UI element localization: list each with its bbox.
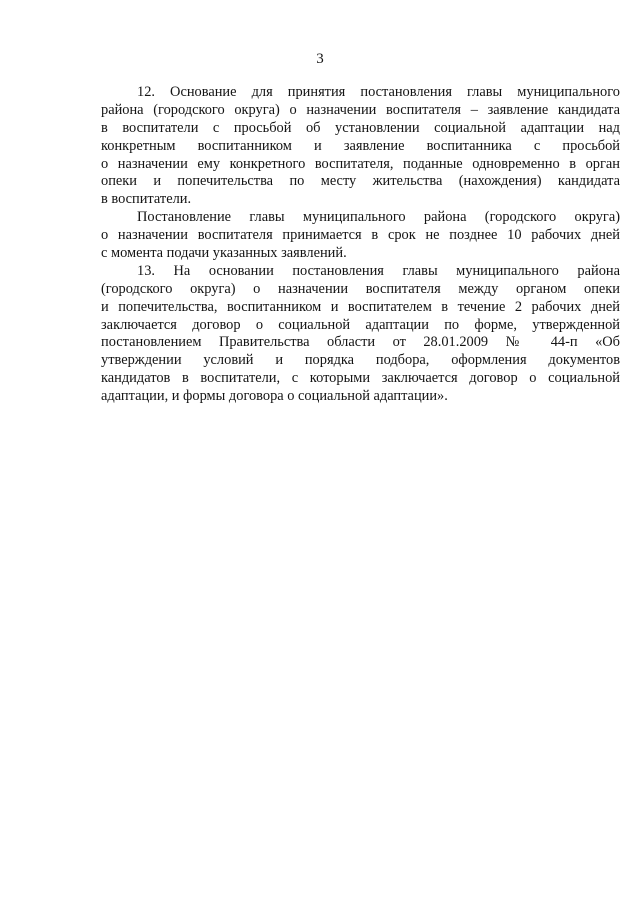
text-line: кандидатов в воспитатели, с которыми заключается договор о социальной: [101, 370, 620, 387]
text-line: утверждении условий и порядка подбора, оформления документов: [101, 352, 620, 369]
text-line: (городского округа) о назначении воспитателя между органом опеки: [101, 280, 620, 297]
text-line: Постановление главы муниципального района (городского округа): [137, 209, 620, 226]
document-body: [101, 84, 620, 406]
text-line: опеки и попечительства по месту жительства (нахождения) кандидата: [101, 173, 620, 190]
text-line: адаптации, и формы договора о социальной адаптации».: [101, 388, 448, 405]
text-line: 13. На основании постановления главы муниципального района: [137, 262, 620, 279]
text-line: конкретным воспитанником и заявление воспитанника с просьбой: [101, 137, 620, 154]
text-line: района (городского округа) о назначении воспитателя – заявление кандидата: [101, 101, 620, 118]
text-line: о назначении ему конкретного воспитателя, поданные одновременно в орган: [101, 155, 620, 172]
text-line: в воспитатели.: [101, 191, 192, 208]
text-line: постановлением Правительства области от 28.01.2009 № 44-п «Об: [101, 334, 620, 351]
paragraph-13: [101, 263, 620, 406]
text-line: и попечительства, воспитанником и воспитателем в течение 2 рабочих дней: [101, 298, 620, 315]
paragraph-12: [101, 84, 620, 209]
paragraph-12-decision-term: [101, 209, 620, 263]
text-line: заключается договор о социальной адаптации по форме, утвержденной: [101, 316, 620, 333]
text-line: в воспитатели с просьбой об установлении социальной адаптации над: [101, 119, 620, 136]
text-line: с момента подачи указанных заявлений.: [101, 245, 347, 262]
page-number: 3: [316, 51, 324, 67]
text-line: 12. Основание для принятия постановления главы муниципального: [137, 84, 620, 100]
text-line: о назначении воспитателя принимается в срок не позднее 10 рабочих дней: [101, 227, 620, 244]
